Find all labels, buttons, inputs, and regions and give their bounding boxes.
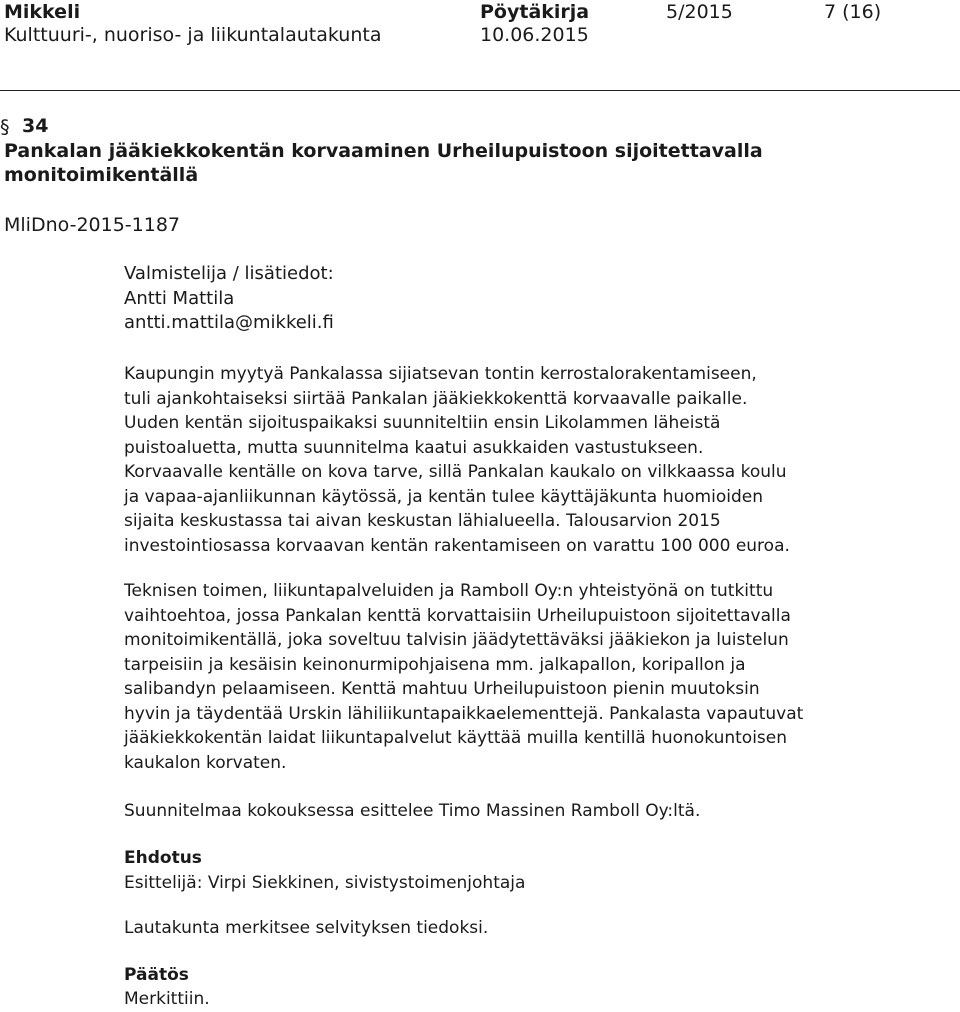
paragraph-line: puistoaluetta, mutta suunnitelma kaatui asukkaiden vastustukseen. xyxy=(124,437,704,458)
section-title-line-1: Pankalan jääkiekkokentän korvaaminen Urheilupuistoon sijoitettavalla xyxy=(4,140,763,162)
proposal-heading: Ehdotus xyxy=(124,848,202,868)
paragraph-2 xyxy=(124,579,803,775)
meeting-number: 5/2015 xyxy=(666,1,733,23)
organization-name: Mikkeli xyxy=(4,1,81,23)
paragraph-line: Korvaavalle kentälle on kova tarve, sillä Pankalan kaukalo on vilkkaassa koulu xyxy=(124,462,787,482)
decision-heading: Päätös xyxy=(124,965,189,985)
paragraph-line: Teknisen toimen, liikuntapalveluiden ja Ramboll Oy:n yhteistyönä on tutkittu xyxy=(124,581,774,601)
proposal-presenter: Esittelijä: Virpi Siekkinen, sivistystoimenjohtaja xyxy=(124,873,526,893)
paragraph-line: tuli ajankohtaiseksi siirtää Pankalan jääkiekkokenttä korvaavalle paikalle. xyxy=(124,388,748,409)
paragraph-line: monitoimikentällä, joka soveltuu talvisin jäädytettäväksi jääkiekon ja luistelun xyxy=(124,630,789,650)
paragraph-line: kaukalon korvaten. xyxy=(124,752,287,773)
paragraph-line: vaihtoehtoa, jossa Pankalan kenttä korvattaisiin Urheilupuistoon sijoitettavalla xyxy=(124,605,791,626)
proposal-text: Lautakunta merkitsee selvityksen tiedoksi. xyxy=(124,918,489,938)
section-sign-icon: § xyxy=(0,116,10,138)
paragraph-line: sijaita keskustassa tai aivan keskustan lähialueella. Talousarvion 2015 xyxy=(124,511,721,531)
record-id: MliDno-2015-1187 xyxy=(4,214,181,236)
section-title-line-2: monitoimikentällä xyxy=(4,164,199,186)
section-number: 34 xyxy=(22,115,49,137)
committee-name: Kulttuuri-, nuoriso- ja liikuntalautakunta xyxy=(4,24,382,46)
preparer-email[interactable]: antti.mattila@mikkeli.fi xyxy=(124,312,334,333)
paragraph-line: tarpeisiin ja kesäisin keinonurmipohjaisena mm. jalkapallon, koripallon ja xyxy=(124,654,746,675)
paragraph-line: investointiosassa korvaavan kentän rakentamiseen on varattu 100 000 euroa. xyxy=(124,535,790,556)
preparer-label: Valmistelija / lisätiedot: xyxy=(124,263,334,284)
page-number: 7 (16) xyxy=(824,1,882,23)
preparer-block xyxy=(124,262,334,336)
header-divider xyxy=(0,90,960,91)
paragraph-line: Kaupungin myytyä Pankalassa sijiatsevan tontin kerrostalorakentamiseen, xyxy=(124,364,757,384)
paragraph-line: hyvin ja täydentää Urskin lähiliikuntapaikkaelementtejä. Pankalasta vapautuvat xyxy=(124,703,804,724)
preparer-name: Antti Mattila xyxy=(124,287,235,309)
paragraph-3: Suunnitelmaa kokouksessa esittelee Timo Massinen Ramboll Oy:ltä. xyxy=(124,801,701,821)
paragraph-line: ja vapaa-ajanliikunnan käytössä, ja kentän tulee käyttäjäkunta huomioiden xyxy=(124,486,763,507)
paragraph-line: salibandyn pelaamiseen. Kenttä mahtuu Urheilupuistoon pienin muutoksin xyxy=(124,679,760,699)
paragraph-1 xyxy=(124,362,790,558)
paragraph-line: Uuden kentän sijoituspaikaksi suunniteltiin ensin Likolammen läheistä xyxy=(124,413,721,433)
paragraph-line: jääkiekkokentän laidat liikuntapalvelut käyttää muilla kentillä huonokuntoisen xyxy=(124,728,788,748)
meeting-date: 10.06.2015 xyxy=(480,24,589,46)
document-type: Pöytäkirja xyxy=(480,1,590,23)
decision-text: Merkittiin. xyxy=(124,989,210,1009)
